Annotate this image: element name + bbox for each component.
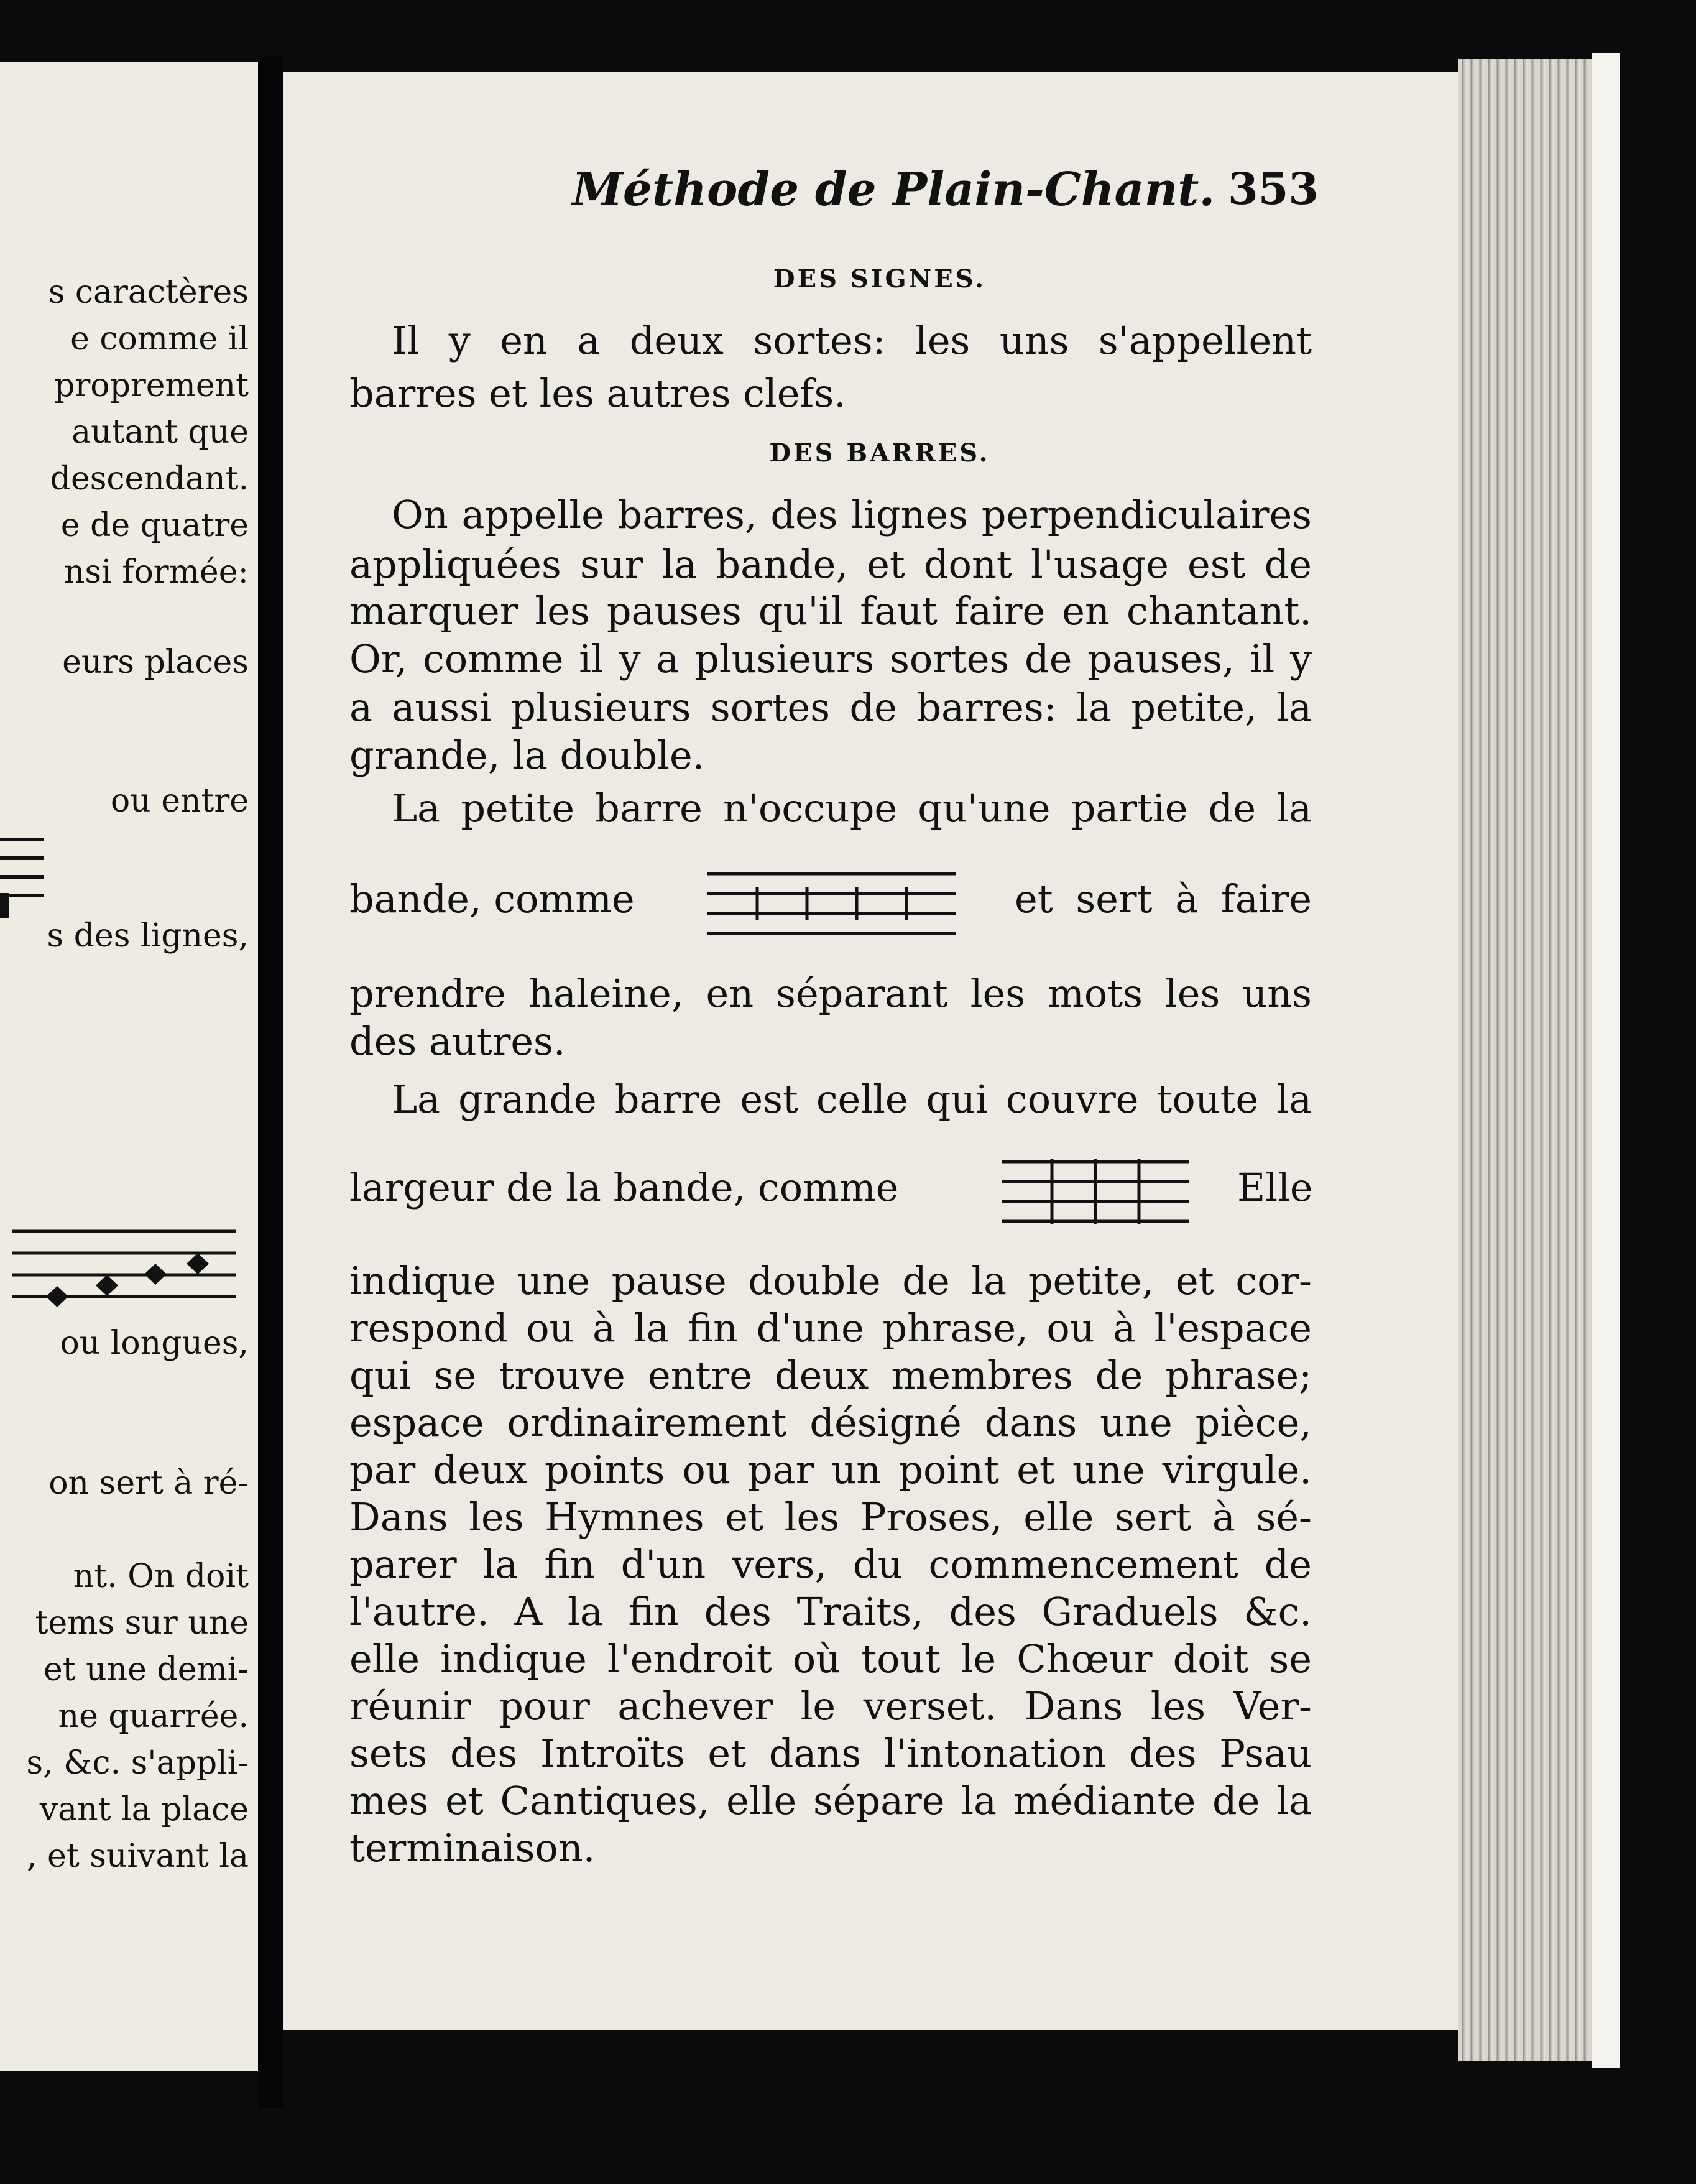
text-line: On appelle barres, des lignes perpendiculaires [392, 492, 1312, 537]
text-line: appliquées sur la bande, et dont l'usage est de [349, 542, 1312, 587]
text-line: mes et Cantiques, elle sépare la médiante de la [349, 1778, 1312, 1823]
left-page-line: s caractères [48, 274, 249, 311]
text-line: Elle [1237, 1165, 1313, 1210]
text-line: l'autre. A la fin des Traits, des Graduels &c. [349, 1589, 1312, 1634]
text-line: Or, comme il y a plusieurs sortes de pauses, il y [349, 636, 1312, 682]
left-page-line: nt. On doit [73, 1558, 249, 1595]
section-heading-barres: DES BARRES. [769, 438, 990, 468]
text-line: bande, comme [349, 876, 635, 922]
left-page-line: s des lignes, [47, 917, 249, 955]
left-page-line: e de quatre [60, 507, 249, 544]
left-page-line: eurs places [62, 644, 249, 681]
left-page-line: descendant. [50, 460, 249, 497]
grande-barre-staff [1002, 1149, 1189, 1236]
left-page-line: proprement [54, 367, 249, 404]
text-line: indique une pause double de la petite, et cor- [349, 1258, 1312, 1303]
left-page-line: s, &c. s'appli- [26, 1744, 249, 1782]
text-line: elle indique l'endroit où tout le Chœur doit se [349, 1636, 1312, 1682]
text-line: qui se trouve entre deux membres de phrase; [349, 1353, 1312, 1398]
left-page-line: et une demi- [43, 1651, 249, 1688]
previous-page-fragment [0, 62, 258, 2071]
text-line: espace ordinairement désigné dans une pièce, [349, 1400, 1312, 1445]
left-page-line: on sert à ré- [48, 1464, 249, 1502]
text-line: La petite barre n'occupe qu'une partie de la [392, 785, 1312, 831]
text-line: réunir pour achever le verset. Dans les Ver- [349, 1683, 1312, 1729]
text-line: parer la fin d'un vers, du commencement de [349, 1542, 1312, 1587]
text-line: terminaison. [349, 1825, 596, 1871]
text-line: sets des Introïts et dans l'intonation des Psau [349, 1731, 1312, 1776]
left-staff-fragment-1 [0, 771, 50, 927]
text-line: Dans les Hymnes et les Proses, elle sert à sé- [349, 1494, 1312, 1540]
section-heading-signes: DES SIGNES. [773, 264, 987, 294]
text-line: prendre haleine, en séparant les mots les uns [349, 971, 1312, 1016]
left-page-line: autant que [71, 414, 249, 451]
text-line: respond ou à la fin d'une phrase, ou à l'espace [349, 1305, 1312, 1351]
text-line: par deux points ou par un point et une virgule. [349, 1447, 1312, 1492]
left-page-line: e comme il [70, 320, 249, 358]
left-page-line: ou entre [110, 782, 249, 820]
left-page-line: tems sur une [35, 1604, 249, 1642]
page-edges-outer [1592, 53, 1620, 2068]
petite-barre-staff [707, 861, 956, 948]
running-title: Méthode de Plain-Chant. [572, 163, 1215, 216]
text-line: Il y en a deux sortes: les uns s'appellent [392, 318, 1312, 363]
text-line: largeur de la bande, comme [349, 1165, 899, 1210]
text-line: a aussi plusieurs sortes de barres: la petite, la [349, 685, 1312, 730]
text-line: marquer les pauses qu'il faut faire en chantant. [349, 588, 1312, 634]
text-line: La grande barre est celle qui couvre toute la [392, 1076, 1312, 1122]
page-number: 353 [1228, 163, 1319, 215]
text-line: et sert à faire [1015, 876, 1312, 922]
left-page-line: ne quarrée. [58, 1698, 249, 1735]
text-line: barres et les autres clefs. [349, 371, 846, 416]
left-page-line: ou longues, [60, 1325, 249, 1362]
left-page-line: nsi formée: [63, 553, 249, 591]
left-page-line: , et suivant la [27, 1838, 249, 1875]
left-staff-fragment-2 [0, 1169, 249, 1331]
book-gutter [258, 56, 283, 2108]
left-page-line: vant la place [39, 1791, 249, 1828]
text-line: grande, la double. [349, 733, 705, 778]
text-line: des autres. [349, 1019, 566, 1064]
